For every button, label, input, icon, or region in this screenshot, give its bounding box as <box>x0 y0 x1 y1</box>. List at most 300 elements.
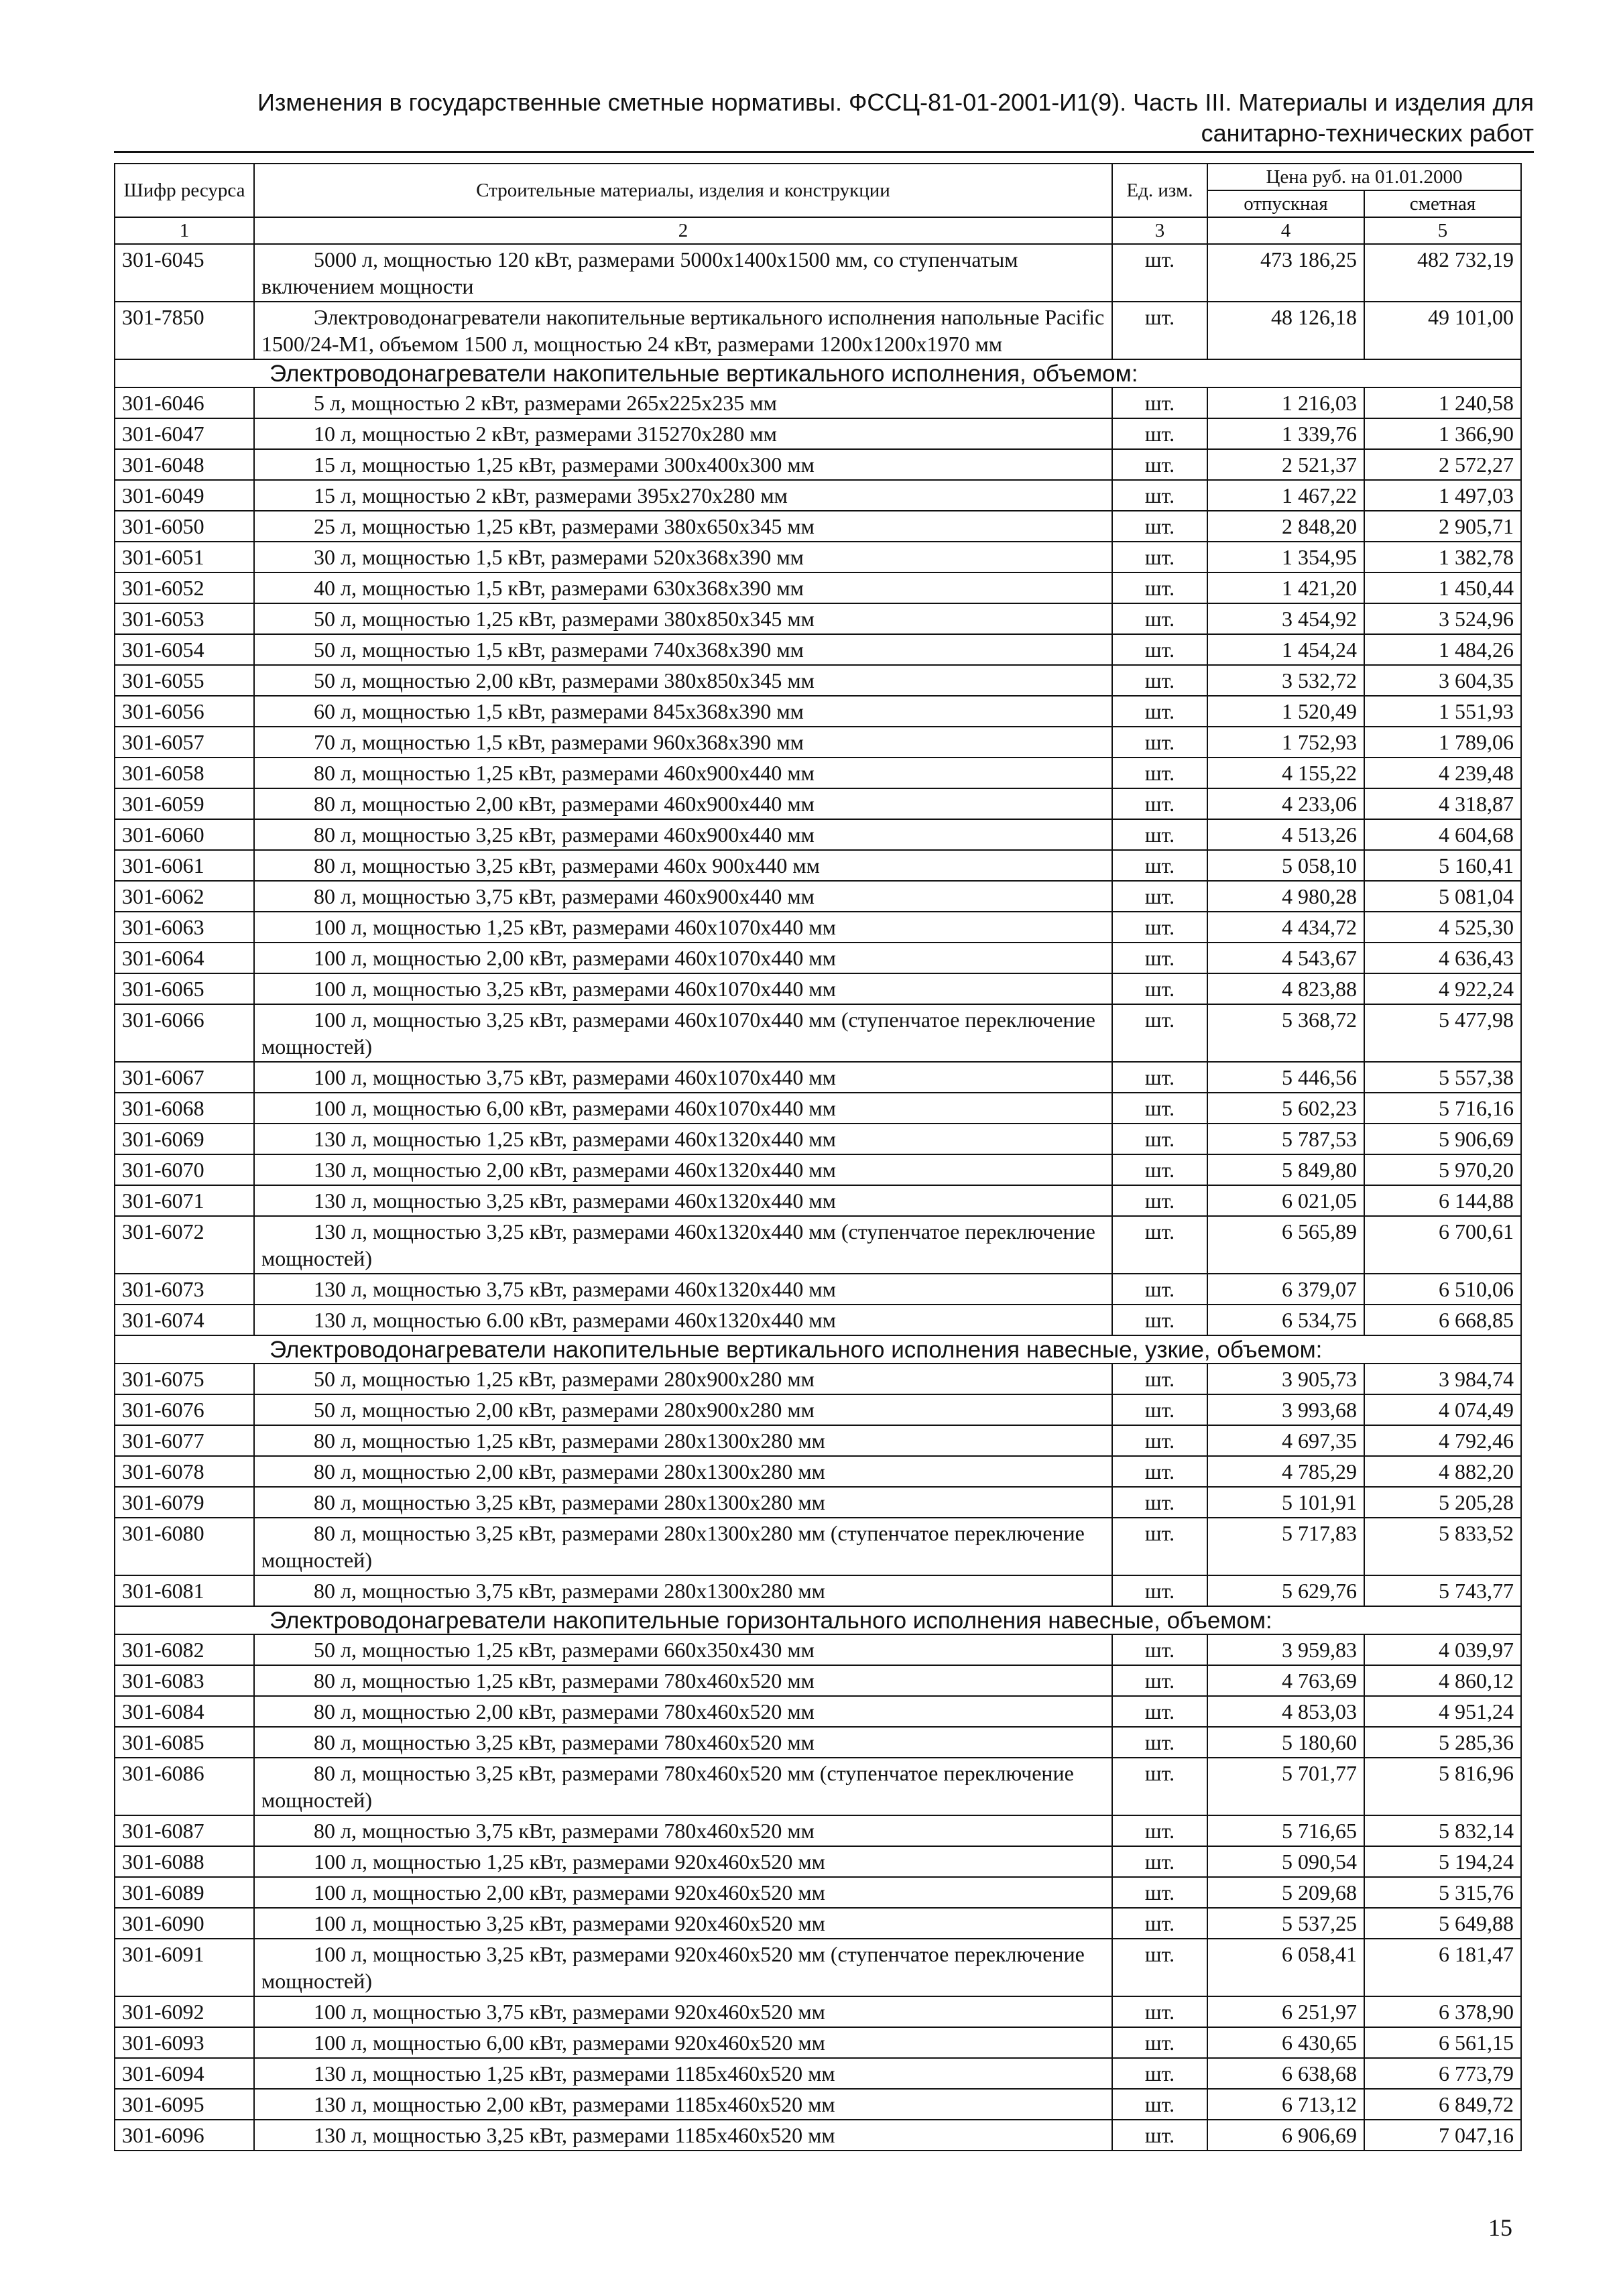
table-row <box>115 2027 1521 2058</box>
material-name-text: 80 л, мощностью 1,25 кВт, размерами 780х460х520 мм <box>314 1669 815 1693</box>
col-number-2: 2 <box>254 217 1112 244</box>
resource-code-cell: 301-6062 <box>115 881 254 912</box>
release-price-cell: 1 454,24 <box>1207 634 1364 665</box>
material-name-text: 100 л, мощностью 3,25 кВт, размерами 920х460х520 мм (ступенчатое переключение мощностей) <box>261 1942 1085 1993</box>
unit-cell: шт. <box>1112 244 1207 302</box>
release-price-cell: 5 716,65 <box>1207 1815 1364 1846</box>
estimate-price-cell: 4 074,49 <box>1364 1394 1521 1425</box>
release-price-cell: 4 785,29 <box>1207 1456 1364 1487</box>
material-name-cell <box>254 1727 1112 1758</box>
release-price-cell: 1 216,03 <box>1207 387 1364 418</box>
estimate-price-cell: 4 239,48 <box>1364 758 1521 788</box>
resource-code-cell: 301-6057 <box>115 727 254 758</box>
material-name-text: 80 л, мощностью 3,25 кВт, размерами 280х1300х280 мм (ступенчатое переключение мощностей) <box>261 1521 1085 1572</box>
release-price-cell: 3 993,68 <box>1207 1394 1364 1425</box>
release-price-cell: 5 180,60 <box>1207 1727 1364 1758</box>
material-name-cell <box>254 244 1112 302</box>
material-name-text: 50 л, мощностью 1,25 кВт, размерами 380х850х345 мм <box>314 607 815 631</box>
unit-cell: шт. <box>1112 758 1207 788</box>
estimate-price-cell: 1 366,90 <box>1364 418 1521 449</box>
unit-cell: шт. <box>1112 572 1207 603</box>
table-row <box>115 1364 1521 1394</box>
estimate-price-cell: 1 789,06 <box>1364 727 1521 758</box>
material-name-text: 100 л, мощностью 6,00 кВт, размерами 920х460х520 мм <box>314 2031 825 2055</box>
material-name-text: 100 л, мощностью 6,00 кВт, размерами 460х1070х440 мм <box>314 1096 836 1120</box>
resource-code-cell: 301-6073 <box>115 1274 254 1305</box>
resource-code-cell: 301-6067 <box>115 1062 254 1093</box>
release-price-cell: 4 543,67 <box>1207 943 1364 973</box>
unit-cell: шт. <box>1112 1758 1207 1815</box>
estimate-price-cell: 4 882,20 <box>1364 1456 1521 1487</box>
resource-code-cell: 301-6079 <box>115 1487 254 1518</box>
estimate-price-cell: 5 315,76 <box>1364 1877 1521 1908</box>
col-header-unit: Ед. изм. <box>1112 164 1207 217</box>
estimate-price-cell: 4 318,87 <box>1364 788 1521 819</box>
release-price-cell: 1 354,95 <box>1207 542 1364 572</box>
unit-cell: шт. <box>1112 2058 1207 2089</box>
release-price-cell: 4 233,06 <box>1207 788 1364 819</box>
table-row <box>115 1727 1521 1758</box>
table-row <box>115 302 1521 359</box>
material-name-text: 80 л, мощностью 3,75 кВт, размерами 780х460х520 мм <box>314 1819 815 1843</box>
release-price-cell: 6 021,05 <box>1207 1185 1364 1216</box>
material-name-cell <box>254 1487 1112 1518</box>
release-price-cell: 3 532,72 <box>1207 665 1364 696</box>
unit-cell: шт. <box>1112 1394 1207 1425</box>
release-price-cell: 5 368,72 <box>1207 1004 1364 1062</box>
material-name-text: 40 л, мощностью 1,5 кВт, размерами 630х368х390 мм <box>314 576 804 600</box>
unit-cell: шт. <box>1112 819 1207 850</box>
estimate-price-cell: 4 792,46 <box>1364 1425 1521 1456</box>
release-price-cell: 5 090,54 <box>1207 1846 1364 1877</box>
col-number-1: 1 <box>115 217 254 244</box>
table-row <box>115 788 1521 819</box>
section-row <box>115 359 1521 387</box>
material-name-cell <box>254 1518 1112 1575</box>
release-price-cell: 1 467,22 <box>1207 480 1364 511</box>
material-name-text: 100 л, мощностью 1,25 кВт, размерами 920х460х520 мм <box>314 1850 825 1874</box>
release-price-cell: 5 849,80 <box>1207 1154 1364 1185</box>
material-name-cell <box>254 758 1112 788</box>
release-price-cell: 1 339,76 <box>1207 418 1364 449</box>
unit-cell: шт. <box>1112 1185 1207 1216</box>
col-number-5: 5 <box>1364 217 1521 244</box>
material-name-cell <box>254 788 1112 819</box>
table-row <box>115 819 1521 850</box>
table-row <box>115 387 1521 418</box>
material-name-cell <box>254 1877 1112 1908</box>
material-name-text: 130 л, мощностью 6.00 кВт, размерами 460х1320х440 мм <box>314 1308 836 1332</box>
estimate-price-cell: 6 773,79 <box>1364 2058 1521 2089</box>
estimate-price-cell: 4 604,68 <box>1364 819 1521 850</box>
table-row <box>115 1185 1521 1216</box>
estimate-price-cell: 6 700,61 <box>1364 1216 1521 1274</box>
resource-code-cell: 301-6069 <box>115 1124 254 1154</box>
table-row <box>115 1124 1521 1154</box>
material-name-cell <box>254 1425 1112 1456</box>
estimate-price-cell: 4 636,43 <box>1364 943 1521 973</box>
estimate-price-cell: 5 833,52 <box>1364 1518 1521 1575</box>
material-name-text: 100 л, мощностью 3,25 кВт, размерами 920х460х520 мм <box>314 1911 825 1935</box>
estimate-price-cell: 6 144,88 <box>1364 1185 1521 1216</box>
resource-code-cell: 301-6076 <box>115 1394 254 1425</box>
release-price-cell: 3 454,92 <box>1207 603 1364 634</box>
material-name-cell <box>254 511 1112 542</box>
unit-cell: шт. <box>1112 943 1207 973</box>
unit-cell: шт. <box>1112 1093 1207 1124</box>
estimate-price-cell: 3 524,96 <box>1364 603 1521 634</box>
unit-cell: шт. <box>1112 1634 1207 1665</box>
table-body <box>115 244 1521 2151</box>
table-row <box>115 973 1521 1004</box>
estimate-price-cell: 3 604,35 <box>1364 665 1521 696</box>
resource-code-cell: 301-6095 <box>115 2089 254 2120</box>
table-row <box>115 1846 1521 1877</box>
table-row <box>115 1394 1521 1425</box>
resource-code-cell: 301-7850 <box>115 302 254 359</box>
table-row <box>115 1487 1521 1518</box>
estimate-price-cell: 6 849,72 <box>1364 2089 1521 2120</box>
col-header-name: Строительные материалы, изделия и конструкции <box>254 164 1112 217</box>
material-name-cell <box>254 1185 1112 1216</box>
release-price-cell: 5 602,23 <box>1207 1093 1364 1124</box>
release-price-cell: 5 629,76 <box>1207 1575 1364 1606</box>
estimate-price-cell: 7 047,16 <box>1364 2120 1521 2151</box>
material-name-cell <box>254 1305 1112 1335</box>
table-row <box>115 1758 1521 1815</box>
material-name-cell <box>254 1908 1112 1939</box>
unit-cell: шт. <box>1112 603 1207 634</box>
estimate-price-cell: 5 081,04 <box>1364 881 1521 912</box>
resource-code-cell: 301-6094 <box>115 2058 254 2089</box>
resource-code-cell: 301-6083 <box>115 1665 254 1696</box>
release-price-cell: 2 848,20 <box>1207 511 1364 542</box>
col-number-4: 4 <box>1207 217 1364 244</box>
material-name-text: 25 л, мощностью 1,25 кВт, размерами 380х650х345 мм <box>314 514 815 538</box>
unit-cell: шт. <box>1112 1487 1207 1518</box>
unit-cell: шт. <box>1112 1815 1207 1846</box>
estimate-price-cell: 2 572,27 <box>1364 449 1521 480</box>
estimate-price-cell: 1 450,44 <box>1364 572 1521 603</box>
table-row <box>115 1939 1521 1996</box>
table-row <box>115 1274 1521 1305</box>
material-name-cell <box>254 2089 1112 2120</box>
material-name-cell <box>254 418 1112 449</box>
resource-code-cell: 301-6056 <box>115 696 254 727</box>
material-name-text: 130 л, мощностью 2,00 кВт, размерами 1185х460х520 мм <box>314 2092 835 2116</box>
estimate-price-cell: 1 497,03 <box>1364 480 1521 511</box>
material-name-text: 50 л, мощностью 2,00 кВт, размерами 380х850х345 мм <box>314 668 815 692</box>
material-name-cell <box>254 603 1112 634</box>
release-price-cell: 5 446,56 <box>1207 1062 1364 1093</box>
material-name-cell <box>254 1004 1112 1062</box>
material-name-cell <box>254 1939 1112 1996</box>
resource-code-cell: 301-6087 <box>115 1815 254 1846</box>
release-price-cell: 4 155,22 <box>1207 758 1364 788</box>
resource-code-cell: 301-6068 <box>115 1093 254 1124</box>
resource-code-cell: 301-6064 <box>115 943 254 973</box>
material-name-text: 80 л, мощностью 3,25 кВт, размерами 780х460х520 мм (ступенчатое переключение мощностей) <box>261 1761 1074 1812</box>
release-price-cell: 6 638,68 <box>1207 2058 1364 2089</box>
material-name-cell <box>254 665 1112 696</box>
material-name-text: 80 л, мощностью 3,75 кВт, размерами 280х1300х280 мм <box>314 1579 825 1603</box>
resource-code-cell: 301-6096 <box>115 2120 254 2151</box>
estimate-price-cell: 5 906,69 <box>1364 1124 1521 1154</box>
material-name-text: Электроводонагреватели накопительные вертикального исполнения напольные Pacific 1500/24-M1, объемом 1500 л, мощностью 24 кВт, размерами 1200x1200x1970 мм <box>261 305 1105 356</box>
material-name-cell <box>254 881 1112 912</box>
estimate-price-cell: 6 561,15 <box>1364 2027 1521 2058</box>
unit-cell: шт. <box>1112 1062 1207 1093</box>
table-row <box>115 727 1521 758</box>
resource-code-cell: 301-6048 <box>115 449 254 480</box>
resource-code-cell: 301-6066 <box>115 1004 254 1062</box>
material-name-text: 15 л, мощностью 1,25 кВт, размерами 300х400х300 мм <box>314 452 815 477</box>
table-row <box>115 2120 1521 2151</box>
table-row <box>115 449 1521 480</box>
col-header-estimate-price: сметная <box>1364 190 1521 217</box>
release-price-cell: 473 186,25 <box>1207 244 1364 302</box>
resource-code-cell: 301-6060 <box>115 819 254 850</box>
unit-cell: шт. <box>1112 1727 1207 1758</box>
material-name-text: 130 л, мощностью 3,25 кВт, размерами 460х1320х440 мм (ступенчатое переключение мощностей) <box>261 1219 1095 1270</box>
table-row <box>115 511 1521 542</box>
unit-cell: шт. <box>1112 1305 1207 1335</box>
unit-cell: шт. <box>1112 1877 1207 1908</box>
estimate-price-cell: 5 477,98 <box>1364 1004 1521 1062</box>
unit-cell: шт. <box>1112 1665 1207 1696</box>
material-name-text: 5 л, мощностью 2 кВт, размерами 265х225х235 мм <box>314 391 777 415</box>
unit-cell: шт. <box>1112 1908 1207 1939</box>
material-name-text: 100 л, мощностью 1,25 кВт, размерами 460х1070х440 мм <box>314 915 836 939</box>
estimate-price-cell: 2 905,71 <box>1364 511 1521 542</box>
section-row <box>115 1335 1521 1364</box>
material-name-text: 80 л, мощностью 3,25 кВт, размерами 280х1300х280 мм <box>314 1490 825 1514</box>
release-price-cell: 6 565,89 <box>1207 1216 1364 1274</box>
table-row <box>115 696 1521 727</box>
release-price-cell: 6 430,65 <box>1207 2027 1364 2058</box>
release-price-cell: 48 126,18 <box>1207 302 1364 359</box>
material-name-cell <box>254 1634 1112 1665</box>
resource-code-cell: 301-6093 <box>115 2027 254 2058</box>
material-name-text: 130 л, мощностью 3,25 кВт, размерами 460х1320х440 мм <box>314 1189 836 1213</box>
release-price-cell: 6 251,97 <box>1207 1996 1364 2027</box>
resource-code-cell: 301-6091 <box>115 1939 254 1996</box>
resource-code-cell: 301-6055 <box>115 665 254 696</box>
table-row <box>115 1877 1521 1908</box>
estimate-price-cell: 6 668,85 <box>1364 1305 1521 1335</box>
release-price-cell: 4 697,35 <box>1207 1425 1364 1456</box>
release-price-cell: 4 853,03 <box>1207 1696 1364 1727</box>
table-row <box>115 603 1521 634</box>
release-price-cell: 5 787,53 <box>1207 1124 1364 1154</box>
resource-code-cell: 301-6061 <box>115 850 254 881</box>
table-row <box>115 665 1521 696</box>
release-price-cell: 4 823,88 <box>1207 973 1364 1004</box>
unit-cell: шт. <box>1112 912 1207 943</box>
unit-cell: шт. <box>1112 1696 1207 1727</box>
table-row <box>115 1062 1521 1093</box>
estimate-price-cell: 4 951,24 <box>1364 1696 1521 1727</box>
section-heading: Электроводонагреватели накопительные вертикального исполнения навесные, узкие, объемом: <box>115 1335 1521 1364</box>
material-name-text: 15 л, мощностью 2 кВт, размерами 395х270х280 мм <box>314 483 788 507</box>
resource-code-cell: 301-6058 <box>115 758 254 788</box>
resource-code-cell: 301-6045 <box>115 244 254 302</box>
material-name-text: 80 л, мощностью 3,25 кВт, размерами 460х900х440 мм <box>314 823 815 847</box>
resource-code-cell: 301-6078 <box>115 1456 254 1487</box>
material-name-cell <box>254 1996 1112 2027</box>
resource-code-cell: 301-6086 <box>115 1758 254 1815</box>
unit-cell: шт. <box>1112 449 1207 480</box>
unit-cell: шт. <box>1112 1425 1207 1456</box>
material-name-text: 80 л, мощностью 1,25 кВт, размерами 460х900х440 мм <box>314 761 815 785</box>
material-name-text: 100 л, мощностью 2,00 кВт, размерами 460х1070х440 мм <box>314 946 836 970</box>
estimate-price-cell: 4 039,97 <box>1364 1634 1521 1665</box>
table-row <box>115 758 1521 788</box>
table-row <box>115 1093 1521 1124</box>
material-name-text: 100 л, мощностью 3,75 кВт, размерами 920х460х520 мм <box>314 2000 825 2024</box>
col-number-3: 3 <box>1112 217 1207 244</box>
material-name-text: 80 л, мощностью 3,75 кВт, размерами 460х900х440 мм <box>314 884 815 908</box>
material-name-cell <box>254 1846 1112 1877</box>
resource-code-cell: 301-6089 <box>115 1877 254 1908</box>
material-name-text: 130 л, мощностью 2,00 кВт, размерами 460х1320х440 мм <box>314 1158 836 1182</box>
resource-code-cell: 301-6046 <box>115 387 254 418</box>
resource-table <box>114 163 1522 2151</box>
material-name-cell <box>254 2027 1112 2058</box>
resource-code-cell: 301-6075 <box>115 1364 254 1394</box>
unit-cell: шт. <box>1112 634 1207 665</box>
release-price-cell: 3 959,83 <box>1207 1634 1364 1665</box>
estimate-price-cell: 4 922,24 <box>1364 973 1521 1004</box>
estimate-price-cell: 5 970,20 <box>1364 1154 1521 1185</box>
estimate-price-cell: 4 860,12 <box>1364 1665 1521 1696</box>
material-name-cell <box>254 973 1112 1004</box>
unit-cell: шт. <box>1112 973 1207 1004</box>
material-name-cell <box>254 634 1112 665</box>
resource-code-cell: 301-6090 <box>115 1908 254 1939</box>
material-name-cell <box>254 542 1112 572</box>
table-row <box>115 1154 1521 1185</box>
release-price-cell: 6 379,07 <box>1207 1274 1364 1305</box>
material-name-text: 130 л, мощностью 1,25 кВт, размерами 1185х460х520 мм <box>314 2061 835 2086</box>
material-name-text: 100 л, мощностью 3,25 кВт, размерами 460х1070х440 мм (ступенчатое переключение мощностей) <box>261 1008 1095 1059</box>
material-name-cell <box>254 850 1112 881</box>
material-name-cell <box>254 2120 1112 2151</box>
release-price-cell: 4 763,69 <box>1207 1665 1364 1696</box>
material-name-cell <box>254 572 1112 603</box>
table-row <box>115 1665 1521 1696</box>
unit-cell: шт. <box>1112 1575 1207 1606</box>
resource-code-cell: 301-6080 <box>115 1518 254 1575</box>
estimate-price-cell: 5 194,24 <box>1364 1846 1521 1877</box>
release-price-cell: 5 101,91 <box>1207 1487 1364 1518</box>
release-price-cell: 5 701,77 <box>1207 1758 1364 1815</box>
col-header-code: Шифр ресурса <box>115 164 254 217</box>
estimate-price-cell: 49 101,00 <box>1364 302 1521 359</box>
unit-cell: шт. <box>1112 302 1207 359</box>
material-name-cell <box>254 449 1112 480</box>
page-number: 15 <box>1488 2214 1512 2241</box>
release-price-cell: 6 534,75 <box>1207 1305 1364 1335</box>
material-name-text: 30 л, мощностью 1,5 кВт, размерами 520х368х390 мм <box>314 545 804 569</box>
unit-cell: шт. <box>1112 727 1207 758</box>
material-name-text: 50 л, мощностью 2,00 кВт, размерами 280х900х280 мм <box>314 1398 815 1422</box>
release-price-cell: 5 058,10 <box>1207 850 1364 881</box>
col-header-price: Цена руб. на 01.01.2000 <box>1207 164 1521 190</box>
release-price-cell: 1 421,20 <box>1207 572 1364 603</box>
resource-code-cell: 301-6092 <box>115 1996 254 2027</box>
table-row <box>115 1518 1521 1575</box>
table-row <box>115 480 1521 511</box>
release-price-cell: 6 906,69 <box>1207 2120 1364 2151</box>
material-name-text: 80 л, мощностью 2,00 кВт, размерами 460х900х440 мм <box>314 792 815 816</box>
estimate-price-cell: 5 716,16 <box>1364 1093 1521 1124</box>
table-row <box>115 1908 1521 1939</box>
resource-code-cell: 301-6085 <box>115 1727 254 1758</box>
table-row <box>115 1216 1521 1274</box>
resource-code-cell: 301-6071 <box>115 1185 254 1216</box>
table-row <box>115 418 1521 449</box>
material-name-cell <box>254 1696 1112 1727</box>
material-name-text: 10 л, мощностью 2 кВт, размерами 315270х280 мм <box>314 422 777 446</box>
release-price-cell: 6 713,12 <box>1207 2089 1364 2120</box>
estimate-price-cell: 1 382,78 <box>1364 542 1521 572</box>
unit-cell: шт. <box>1112 2027 1207 2058</box>
unit-cell: шт. <box>1112 665 1207 696</box>
release-price-cell: 5 537,25 <box>1207 1908 1364 1939</box>
table-row <box>115 572 1521 603</box>
section-row <box>115 1606 1521 1634</box>
table-row <box>115 1996 1521 2027</box>
unit-cell: шт. <box>1112 1364 1207 1394</box>
resource-code-cell: 301-6049 <box>115 480 254 511</box>
table-row <box>115 1456 1521 1487</box>
release-price-cell: 1 752,93 <box>1207 727 1364 758</box>
material-name-text: 80 л, мощностью 2,00 кВт, размерами 280х1300х280 мм <box>314 1459 825 1484</box>
header-rule <box>114 151 1534 153</box>
material-name-cell <box>254 1364 1112 1394</box>
release-price-cell: 2 521,37 <box>1207 449 1364 480</box>
table-row <box>115 1575 1521 1606</box>
material-name-cell <box>254 696 1112 727</box>
resource-code-cell: 301-6072 <box>115 1216 254 1274</box>
material-name-text: 80 л, мощностью 1,25 кВт, размерами 280х1300х280 мм <box>314 1429 825 1453</box>
material-name-cell <box>254 302 1112 359</box>
unit-cell: шт. <box>1112 1274 1207 1305</box>
unit-cell: шт. <box>1112 387 1207 418</box>
resource-code-cell: 301-6052 <box>115 572 254 603</box>
unit-cell: шт. <box>1112 1456 1207 1487</box>
material-name-cell <box>254 1394 1112 1425</box>
estimate-price-cell: 1 484,26 <box>1364 634 1521 665</box>
estimate-price-cell: 5 816,96 <box>1364 1758 1521 1815</box>
estimate-price-cell: 4 525,30 <box>1364 912 1521 943</box>
release-price-cell: 3 905,73 <box>1207 1364 1364 1394</box>
material-name-cell <box>254 480 1112 511</box>
unit-cell: шт. <box>1112 1004 1207 1062</box>
material-name-cell <box>254 727 1112 758</box>
estimate-price-cell: 6 378,90 <box>1364 1996 1521 2027</box>
resource-code-cell: 301-6051 <box>115 542 254 572</box>
material-name-cell <box>254 1124 1112 1154</box>
unit-cell: шт. <box>1112 2089 1207 2120</box>
unit-cell: шт. <box>1112 480 1207 511</box>
resource-code-cell: 301-6054 <box>115 634 254 665</box>
material-name-text: 80 л, мощностью 2,00 кВт, размерами 780х460х520 мм <box>314 1699 815 1724</box>
resource-code-cell: 301-6065 <box>115 973 254 1004</box>
material-name-text: 70 л, мощностью 1,5 кВт, размерами 960х368х390 мм <box>314 730 804 754</box>
unit-cell: шт. <box>1112 418 1207 449</box>
